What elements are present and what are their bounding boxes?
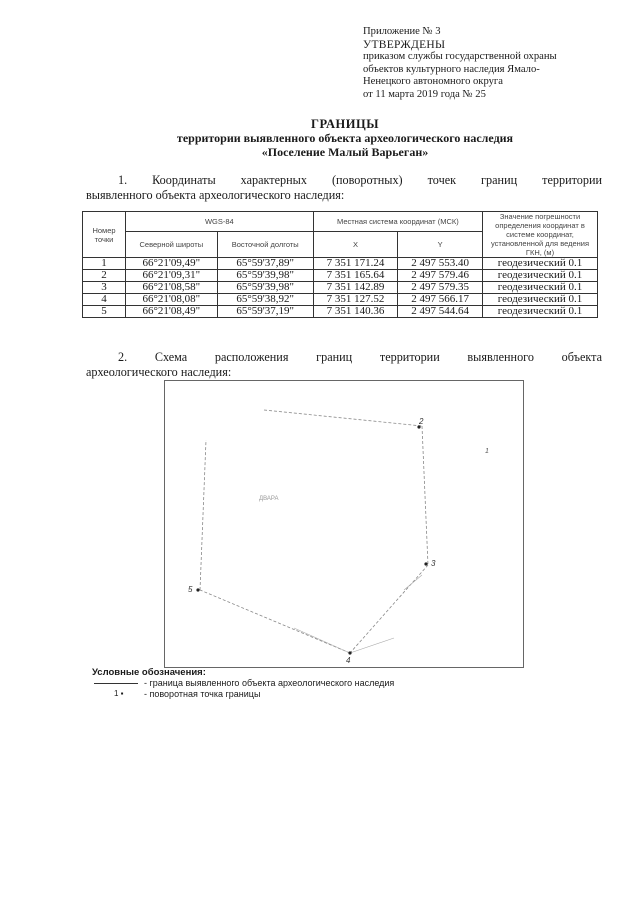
approval-line-region: Ненецкого автономного округа [363,76,503,88]
header-error: Значение погрешности определения координат в системе координат, установленной для ведения ГКН, (м) [483,212,598,258]
table-row [83,306,598,318]
point-4-marker [348,651,351,654]
table-row [83,258,598,270]
cell-x: 7 351 171.24 [313,258,398,270]
header-msk: Местная система координат (МСК) [313,212,482,232]
approval-line-date: от 11 марта 2019 года № 25 [363,88,486,100]
cell-point-no: 2 [83,270,126,282]
cell-lat: 66°21'09,31" [126,270,218,282]
section-2-first-line: 2. Схема расположения границ территории выявленного объекта [118,350,602,364]
legend-item-point [92,689,261,700]
point-3-marker [424,562,427,565]
cell-lon: 65°59'37,89" [217,258,313,270]
boundary-scheme [164,380,524,668]
cell-point-no: 1 [83,258,126,270]
section-2-text [86,350,602,379]
section-1-second-line: выявленного объекта археологического наследия: [86,187,345,202]
point-symbol: 1 ▪ [114,689,124,698]
table-row [83,282,598,294]
cell-lat: 66°21'09,49" [126,258,218,270]
section-1-first-line: 1. Координаты характерных (поворотных) точек границ территории [118,173,602,187]
legend-point-text: - поворотная точка границы [144,689,261,699]
cell-lon: 65°59'37,19" [217,306,313,318]
cell-y: 2 497 579.46 [398,270,483,282]
boundary-line-symbol [94,683,138,684]
cell-error: геодезический 0.1 [483,306,598,318]
table-row [83,270,598,282]
cell-point-no: 5 [83,306,126,318]
cell-error: геодезический 0.1 [483,270,598,282]
point-label: 5 [188,585,193,594]
cell-y: 2 497 553.40 [398,258,483,270]
cell-x: 7 351 142.89 [313,282,398,294]
header-x: X [313,232,398,258]
legend [92,667,395,700]
cell-point-no: 4 [83,294,126,306]
cell-x: 7 351 127.52 [313,294,398,306]
cell-error: геодезический 0.1 [483,258,598,270]
approval-line-objects: объектов культурного наследия Ямало- [363,63,540,75]
section-2-second-line: археологического наследия: [86,364,232,379]
approval-block [363,26,633,102]
cell-point-no: 3 [83,282,126,294]
point-5-marker [196,588,199,591]
cell-lon: 65°59'39,98" [217,270,313,282]
legend-boundary-text: - граница выявленного объекта археологического наследия [144,678,395,688]
marker-note: 1 [485,448,489,455]
point-label: 4 [346,656,351,665]
point-label: 2 [419,417,424,426]
cell-lat: 66°21'08,49" [126,306,218,318]
faint-label: ДВАРА [259,496,279,502]
scheme-frame [165,381,524,668]
header-point-no: Номер точки [83,212,126,258]
cell-lat: 66°21'08,08" [126,294,218,306]
cell-y: 2 497 544.64 [398,306,483,318]
header-lat: Северной широты [126,232,218,258]
section-1-text [86,173,602,202]
legend-item-boundary [92,678,395,689]
approval-line-approved: УТВЕРЖДЕНЫ [363,38,446,51]
point-label: 3 [431,559,436,568]
document-subtitle: территории выявленного объекта археологического наследия [176,131,514,145]
header-y: Y [398,232,483,258]
cell-x: 7 351 140.36 [313,306,398,318]
table-row [83,294,598,306]
cell-lat: 66°21'08,58" [126,282,218,294]
cell-error: геодезический 0.1 [483,282,598,294]
cell-error: геодезический 0.1 [483,294,598,306]
cell-x: 7 351 165.64 [313,270,398,282]
document-title: ГРАНИЦЫ [311,117,379,131]
cell-y: 2 497 566.17 [398,294,483,306]
cell-lon: 65°59'39,98" [217,282,313,294]
header-wgs: WGS-84 [126,212,314,232]
approval-line-appendix: Приложение № 3 [363,26,441,37]
object-name: «Поселение Малый Варьеган» [261,145,429,159]
cell-y: 2 497 579.35 [398,282,483,294]
cell-lon: 65°59'38,92" [217,294,313,306]
legend-heading: Условные обозначения: [92,667,206,678]
approval-line-order: приказом службы государственной охраны [363,51,557,63]
coordinates-table [82,211,598,318]
header-lon: Восточной долготы [217,232,313,258]
